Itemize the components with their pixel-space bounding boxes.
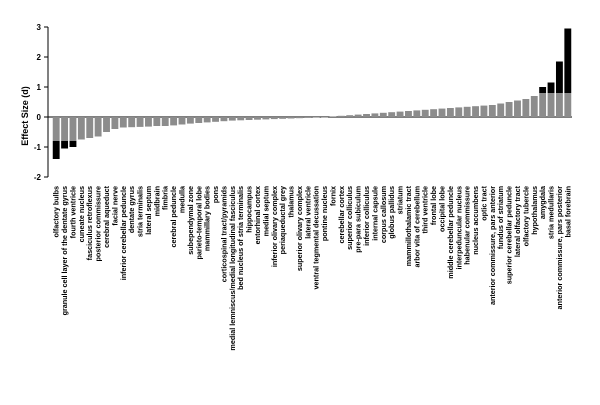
category-label: cerebral aqueduct — [102, 186, 111, 248]
category-label: cuneate nucleus — [76, 186, 86, 243]
bar — [539, 93, 546, 117]
bar — [145, 117, 152, 127]
category-label: olfactory tubercle — [521, 186, 531, 247]
bar — [371, 113, 378, 117]
bar — [548, 93, 555, 117]
category-label: dentate gyrus — [127, 186, 137, 234]
bar — [313, 117, 320, 118]
category-label: superior cerebellar peduncle — [504, 186, 514, 285]
bar — [162, 117, 169, 126]
bar — [137, 117, 144, 127]
category-label: parieto-temporal lobe — [194, 186, 204, 260]
category-label: fasciculus retroflexus — [85, 186, 95, 261]
category-label: superior olivary complex — [294, 186, 304, 272]
category-label: lateral olfactory tract — [513, 186, 522, 258]
bar — [262, 117, 269, 119]
category-label: bed nucleus of stria terminalis — [236, 186, 246, 290]
bar — [330, 116, 337, 117]
category-label: medial lemniscus/medial longitudinal fasciculus — [227, 186, 237, 351]
category-label: habenular commissure — [462, 186, 472, 265]
bar — [153, 117, 160, 126]
bar — [531, 96, 538, 117]
category-label: arbor vita of cerebellum — [412, 186, 422, 268]
category-label: mammillary bodies — [202, 186, 212, 252]
category-label: basal forebrain — [563, 186, 573, 238]
category-label: third ventricle — [420, 186, 430, 234]
bar — [195, 117, 202, 123]
category-label: stria medullaris — [546, 186, 556, 240]
category-label: mammillothalamic tract — [404, 186, 413, 267]
bar — [346, 115, 353, 117]
y-tick-label: -1 — [33, 143, 41, 152]
category-label: fourth ventricle — [68, 186, 78, 239]
bar — [237, 117, 244, 120]
bar — [338, 116, 345, 117]
bar — [61, 117, 68, 141]
category-label: striatum — [395, 186, 405, 215]
category-label: stria terminalis — [135, 186, 145, 238]
bar — [397, 112, 404, 117]
bar — [95, 117, 102, 137]
bar — [439, 109, 446, 117]
bar — [103, 117, 110, 132]
y-tick-label: 3 — [36, 23, 41, 32]
bar — [187, 117, 194, 124]
bar — [304, 117, 311, 118]
category-label: pre-para subiculum — [353, 186, 363, 253]
category-label: inferior olivary complex — [269, 186, 279, 268]
category-label: olfactory bulbs — [51, 186, 61, 238]
bar-highlight — [70, 141, 77, 147]
category-label: cerebral peduncle — [169, 186, 179, 248]
bar-highlight — [564, 29, 571, 94]
category-label: medulla — [177, 186, 187, 214]
axes-layer — [34, 23, 572, 182]
bar — [355, 115, 362, 117]
bar — [522, 99, 529, 117]
bar — [388, 112, 395, 117]
bar — [321, 117, 328, 118]
category-label: nucleus accumbens — [471, 186, 480, 255]
bar — [288, 117, 295, 119]
category-label: occipital lobe — [437, 186, 447, 232]
category-label: amygdala — [538, 186, 548, 220]
bar — [413, 110, 420, 117]
category-label: superior colliculus — [345, 186, 355, 250]
category-label: facial nerve — [110, 186, 120, 226]
category-label: lateral ventricle — [303, 186, 313, 239]
category-label: medial septum — [261, 186, 271, 237]
category-label: fimbria — [160, 186, 170, 210]
category-label: subependymal zone — [185, 186, 195, 255]
category-label: anterior commissure, pars anterior — [487, 186, 497, 306]
bar-highlight — [53, 141, 60, 159]
bar — [246, 117, 253, 120]
bar — [564, 93, 571, 117]
y-tick-label: 1 — [36, 83, 41, 92]
category-labels-layer — [52, 185, 573, 351]
bar — [212, 117, 219, 122]
bar — [422, 110, 429, 117]
bar-highlight — [539, 87, 546, 93]
bar — [53, 117, 60, 141]
category-label: internal capsule — [370, 186, 380, 241]
bar — [380, 113, 387, 117]
bar — [556, 93, 563, 117]
category-label: fundus of striatum — [496, 186, 506, 250]
bar — [480, 106, 487, 117]
bar — [111, 117, 118, 129]
category-label: thalamus — [286, 186, 296, 218]
y-axis-label: Effect Size (d) — [20, 86, 30, 146]
category-label: globus pallidus — [387, 186, 397, 239]
category-label: corpus callosum — [378, 186, 388, 244]
bar — [472, 106, 479, 117]
bar-highlight — [556, 62, 563, 94]
y-tick-label: 0 — [36, 113, 41, 122]
bar — [271, 117, 278, 119]
category-label: pontine nucleus — [320, 186, 330, 242]
bar — [128, 117, 135, 127]
bar — [179, 117, 186, 125]
category-label: hypothalamus — [529, 186, 539, 235]
bars-layer — [53, 29, 571, 160]
bar — [78, 117, 85, 140]
bar — [363, 114, 370, 117]
bar — [86, 117, 93, 138]
bar-highlight — [548, 83, 555, 94]
category-label: granule cell layer of the dentate gyrus — [60, 186, 70, 316]
bar — [220, 117, 227, 121]
category-label: entorhinal cortex — [253, 186, 262, 245]
bar — [229, 117, 236, 121]
category-label: midbrain — [152, 186, 162, 217]
category-label: anterior commissure, pars posterior — [554, 186, 564, 310]
category-label: ventral tegmental decussation — [311, 186, 321, 290]
category-label: frontal lobe — [429, 186, 439, 226]
category-label: optic tract — [479, 186, 489, 221]
y-tick-label: 2 — [36, 53, 41, 62]
category-label: hippocampus — [244, 186, 254, 233]
bar — [405, 111, 412, 117]
bar — [70, 117, 77, 141]
category-label: middle cerebellar peduncle — [445, 186, 455, 279]
category-label: cerebellar cortex — [336, 186, 346, 244]
category-label: corticospinal tract/pyramids — [219, 186, 229, 283]
bar — [497, 104, 504, 118]
category-label: periaqueductal grey — [278, 186, 288, 255]
bar — [447, 108, 454, 117]
category-label: lateral septum — [144, 186, 153, 235]
category-label: posterior commissure — [93, 186, 103, 262]
bar — [296, 117, 303, 118]
bar — [120, 117, 127, 128]
category-label: pons — [211, 186, 220, 204]
y-tick-label: -2 — [33, 173, 41, 182]
bar — [204, 117, 211, 122]
category-label: inferior cerebellar peduncle — [118, 186, 128, 281]
bar — [514, 101, 521, 118]
bar — [254, 117, 261, 120]
bar — [489, 105, 496, 117]
bar — [506, 102, 513, 117]
bar-highlight — [61, 141, 68, 149]
category-label: inferior colliculus — [362, 186, 371, 246]
bar — [279, 117, 286, 119]
bar — [455, 107, 462, 117]
category-label: fornix — [328, 186, 338, 206]
bar — [170, 117, 177, 125]
category-label: interpeduncular nucleus — [454, 186, 464, 270]
bar — [430, 109, 437, 117]
bar — [464, 107, 471, 117]
